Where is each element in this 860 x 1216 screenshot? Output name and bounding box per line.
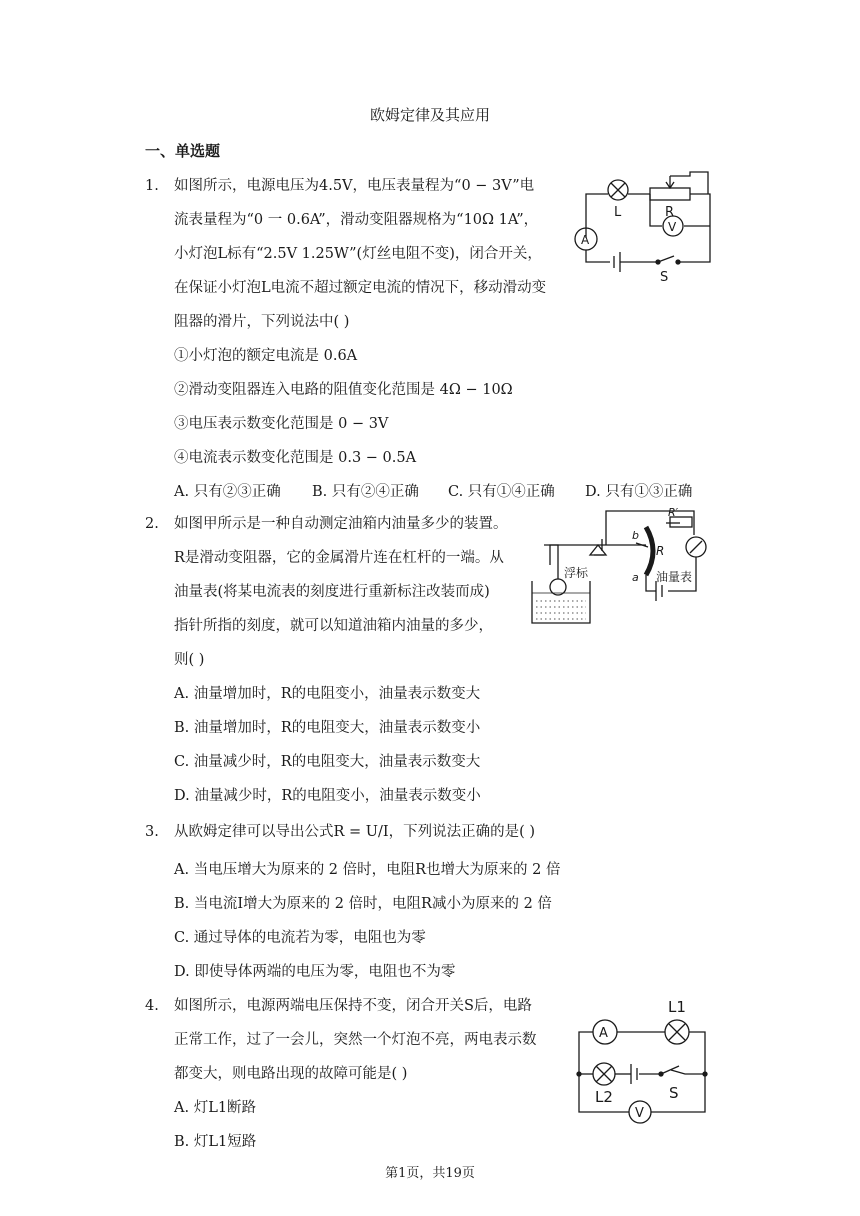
q1-number: 1. [145, 178, 159, 194]
q2-option-c[interactable]: C. 油量减少时，R的电阻变大，油量表示数变大 [174, 754, 481, 770]
fig4-label-a: A [599, 1026, 608, 1041]
q1-circuit-figure [570, 168, 715, 286]
q3-option-d[interactable]: D. 即使导体两端的电压为零，电阻也不为零 [174, 964, 456, 980]
q4-stem-line: 如图所示，电源两端电压保持不变，闭合开关S后，电路 [174, 998, 532, 1014]
fig2-label-r: R [656, 544, 665, 558]
q3-stem: 从欧姆定律可以导出公式R = U/I，下列说法正确的是( ) [174, 824, 536, 840]
q1-stem-line: 流表量程为“0 一 0.6A”，滑动变阻器规格为“10Ω 1A”， [174, 212, 539, 228]
q4-number: 4. [145, 998, 159, 1014]
fig4-label-l1: L1 [668, 998, 686, 1016]
q3-option-c[interactable]: C. 通过导体的电流若为零，电阻也为零 [174, 930, 426, 946]
q1-option-b[interactable]: B. 只有②④正确 [312, 484, 419, 500]
q1-stem-line: 如图所示，电源电压为4.5V，电压表量程为“0 − 3V”电 [174, 178, 535, 194]
fig1-label-l: L [614, 205, 622, 220]
fig2-label-b: b [632, 529, 639, 542]
fig2-label-a: a [632, 571, 639, 584]
q3-option-a[interactable]: A. 当电压增大为原来的 2 倍时，电阻R也增大为原来的 2 倍 [174, 862, 561, 878]
q4-stem-line: 都变大，则电路出现的故障可能是( ) [174, 1066, 408, 1082]
page-footer: 第1页，共19页 [385, 1166, 475, 1181]
q2-stem-line: 指针所指的刻度，就可以知道油箱内油量的多少， [174, 618, 493, 634]
q4-option-b[interactable]: B. 灯L1短路 [174, 1134, 257, 1150]
q3-number: 3. [145, 824, 159, 840]
q2-stem-line: 则( ) [174, 652, 205, 668]
fig1-label-v: V [668, 220, 677, 234]
q1-statement: ③电压表示数变化范围是 0 − 3V [174, 416, 389, 432]
q1-option-d[interactable]: D. 只有①③正确 [585, 484, 693, 500]
q4-stem-line: 正常工作，过了一会儿，突然一个灯泡不亮，两电表示数 [174, 1032, 537, 1048]
fig2-label-float: 浮标 [564, 566, 589, 580]
fig2-label-r-prime: R′ [668, 506, 679, 519]
q2-stem-line: R是滑动变阻器，它的金属滑片连在杠杆的一端。从 [174, 550, 504, 566]
document-title: 欧姆定律及其应用 [369, 106, 490, 124]
fig1-label-a: A [581, 233, 590, 247]
fig4-label-l2: L2 [595, 1088, 613, 1106]
fig4-label-s: S [669, 1084, 679, 1102]
q2-stem-line: 如图甲所示是一种自动测定油箱内油量多少的装置。 [174, 516, 508, 532]
fig4-label-v: V [635, 1106, 644, 1121]
q2-option-b[interactable]: B. 油量增加时，R的电阻变大，油量表示数变小 [174, 720, 481, 736]
q1-statement: ②滑动变阻器连入电路的阻值变化范围是 4Ω − 10Ω [174, 382, 513, 398]
q1-stem-line: 在保证小灯泡L电流不超过额定电流的情况下，移动滑动变 [174, 280, 547, 296]
q1-statement: ④电流表示数变化范围是 0.3 − 0.5A [174, 450, 417, 466]
q1-stem-line: 阻器的滑片，下列说法中( ) [174, 314, 350, 330]
q2-option-d[interactable]: D. 油量减少时，R的电阻变小，油量表示数变小 [174, 788, 481, 804]
q1-option-a[interactable]: A. 只有②③正确 [174, 484, 281, 500]
q2-option-a[interactable]: A. 油量增加时，R的电阻变小，油量表示数变大 [174, 686, 481, 702]
q1-option-c[interactable]: C. 只有①④正确 [448, 484, 555, 500]
q2-oil-gauge-figure [528, 505, 718, 629]
fig1-label-r: R [665, 205, 675, 220]
q1-statement: ①小灯泡的额定电流是 0.6A [174, 348, 358, 364]
q2-number: 2. [145, 516, 159, 532]
fig2-label-gauge: 油量表 [656, 570, 693, 584]
q2-stem-line: 油量表(将某电流表的刻度进行重新标注改装而成) [174, 584, 490, 600]
q4-option-a[interactable]: A. 灯L1断路 [174, 1100, 257, 1116]
q4-circuit-figure [575, 990, 715, 1130]
q3-option-b[interactable]: B. 当电流I增大为原来的 2 倍时，电阻R减小为原来的 2 倍 [174, 896, 552, 912]
q1-stem-line: 小灯泡L标有“2.5V 1.25W”(灯丝电阻不变)，闭合开关， [174, 246, 542, 262]
section-heading: 一、单选题 [145, 142, 221, 160]
fig1-label-s: S [660, 270, 669, 285]
